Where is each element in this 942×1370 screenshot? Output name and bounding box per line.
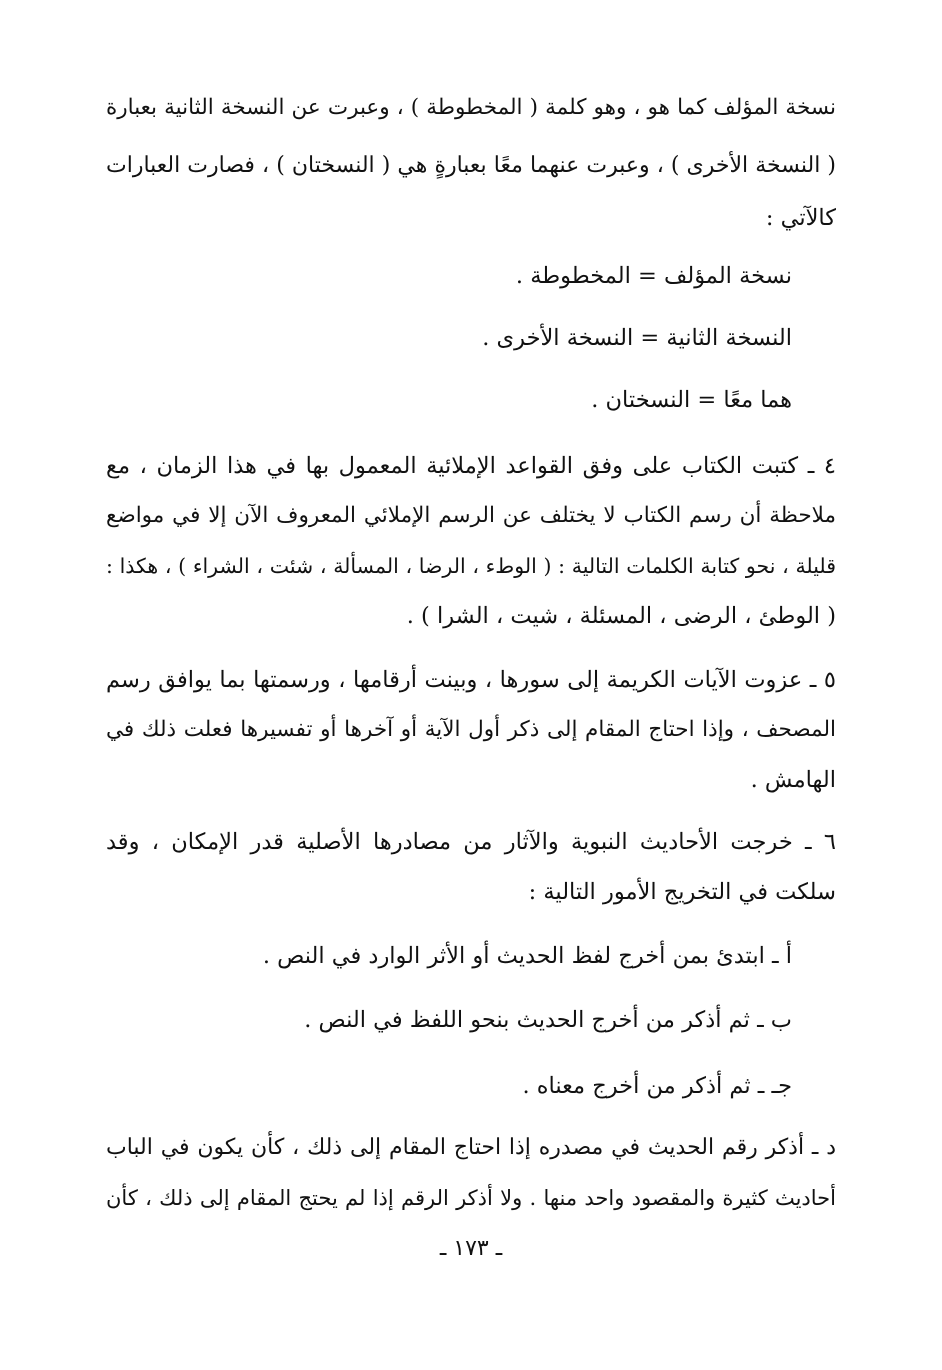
text-line: هما معًا = النسختان . [591, 387, 792, 413]
text-line: ( النسخة الأخرى ) ، وعبرت عنهما معًا بعبارةٍ هي ( النسختان ) ، فصارت العبارات [106, 153, 836, 178]
text-line: ٥ ـ عزوت الآيات الكريمة إلى سورها ، وبينت أرقامها ، ورسمتها بما يوافق رسم [106, 667, 836, 693]
text-line: ( الوطئ ، الرضى ، المسئلة ، شيت ، الشرا ) . [406, 603, 836, 629]
text-line: نسخة المؤلف = المخطوطة . [515, 263, 792, 289]
text-line: كالآتي : [765, 205, 836, 231]
text-line: الهامش . [750, 767, 836, 793]
text-line: النسخة الثانية = النسخة الأخرى . [482, 325, 792, 351]
text-line: ملاحظة أن رسم الكتاب لا يختلف عن الرسم الإملائي المعروف الآن إلا في مواضع [106, 503, 836, 528]
text-line: ب ـ ثم أذكر من أخرج الحديث بنحو اللفظ في النص . [304, 1007, 792, 1033]
text-line: أحاديث كثيرة والمقصود واحد منها . ولا أذكر الرقم إذا لم يحتج المقام إلى ذلك ، كأن [106, 1186, 836, 1210]
text-line: سلكت في التخريج الأمور التالية : [528, 879, 836, 905]
text-line: المصحف ، وإذا احتاج المقام إلى ذكر أول الآية أو آخرها أو تفسيرها فعلت ذلك في [106, 717, 836, 742]
text-line: جـ ـ ثم أذكر من أخرج معناه . [522, 1073, 792, 1099]
page-number: ـ ١٧٣ ـ [439, 1236, 503, 1261]
text-line: نسخة المؤلف كما هو ، وهو كلمة ( المخطوطة ) ، وعبرت عن النسخة الثانية بعبارة [106, 95, 836, 120]
text-line: ٦ ـ خرجت الأحاديث النبوية والآثار من مصادرها الأصلية قدر الإمكان ، وقد [106, 829, 836, 855]
text-line: ٤ ـ كتبت الكتاب على وفق القواعد الإملائية المعمول بها في هذا الزمان ، مع [106, 453, 836, 479]
text-line: د ـ أذكر رقم الحديث في مصدره إذا احتاج المقام إلى ذلك ، كأن يكون في الباب [106, 1135, 836, 1160]
text-line: قليلة ، نحو كتابة الكلمات التالية : ( الوطء ، الرضا ، المسألة ، شئت ، الشراء ) ، هكذا : [106, 554, 836, 578]
text-line: أ ـ ابتدئ بمن أخرج لفظ الحديث أو الأثر الوارد في النص . [262, 943, 792, 969]
